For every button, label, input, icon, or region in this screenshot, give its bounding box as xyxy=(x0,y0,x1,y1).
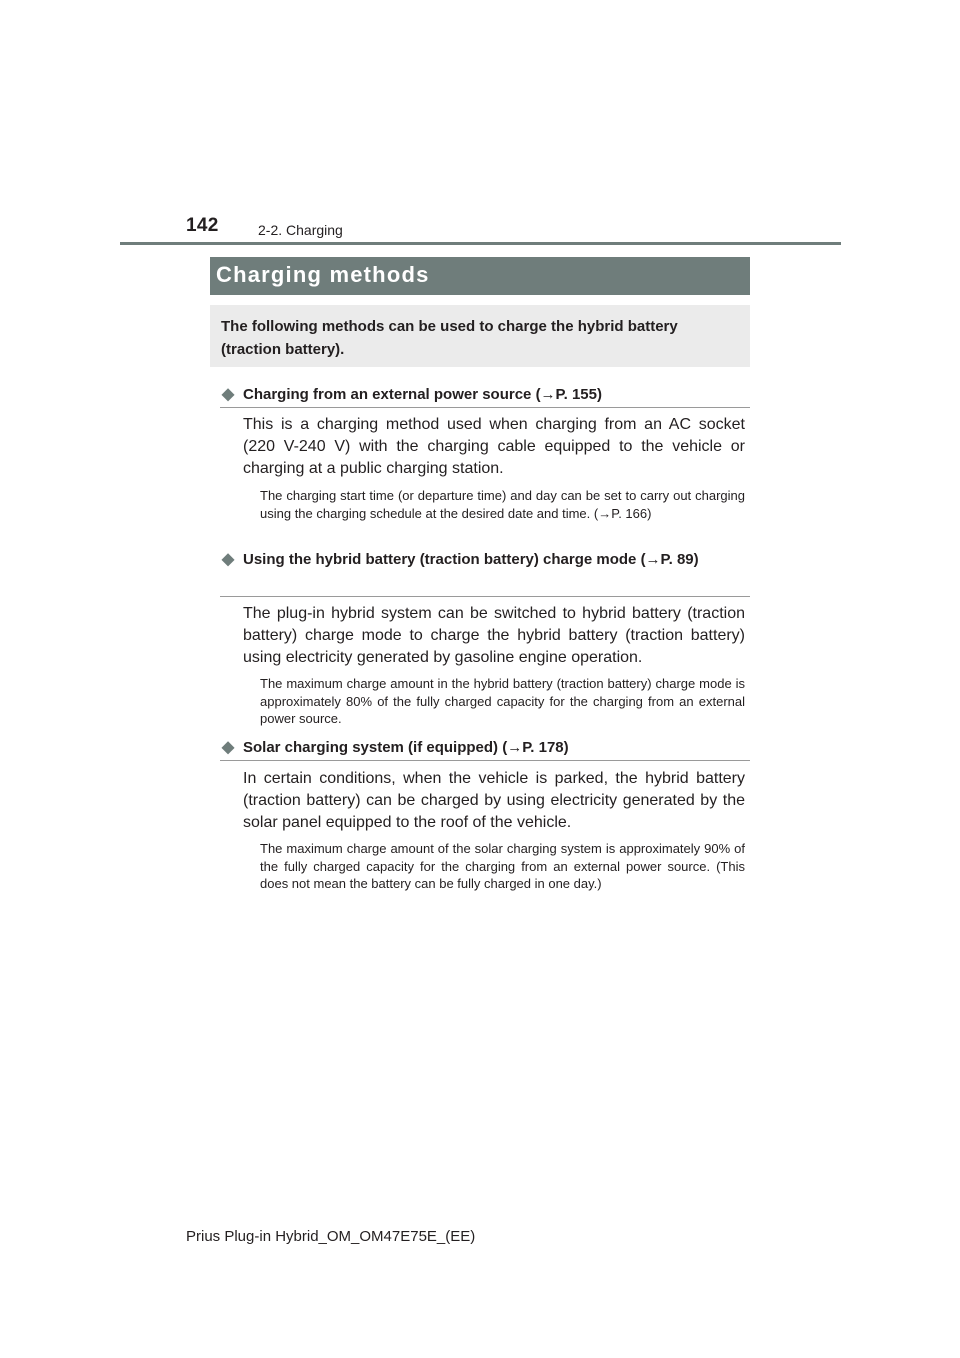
section-body-text: This is a charging method used when charging from an AC socket (220 V-240 V) with the charging cable equipped to the vehicle or charging at a public charging station. xyxy=(243,416,745,477)
section-heading-external-power xyxy=(220,383,750,408)
section-label: 2-2. Charging xyxy=(258,222,343,238)
intro-text: The following methods can be used to charge the hybrid battery (traction battery). xyxy=(221,318,678,358)
section-heading-text: Solar charging system (if equipped) (→P. 178) xyxy=(243,739,569,756)
page-number: 142 xyxy=(186,215,219,236)
section-note-text: The maximum charge amount of the solar charging system is approximately 90% of the fully charged capacity for the charging from an external power source. (This does not mean the battery can be fully charged in one day.) xyxy=(260,841,745,891)
section-heading-text: Charging from an external power source (→P. 155) xyxy=(243,386,602,403)
section-body-text: The plug-in hybrid system can be switched to hybrid battery (traction battery) charge mode to charge the hybrid battery (traction battery) using electricity generated by gasoline engine operation. xyxy=(243,605,745,666)
footer-document-id: Prius Plug-in Hybrid_OM_OM47E75E_(EE) xyxy=(186,1228,476,1245)
diamond-bullet-icon: ◆ xyxy=(221,739,235,756)
section-heading-charge-mode xyxy=(220,548,750,597)
page-title-bar xyxy=(210,257,750,295)
section-heading-text: Using the hybrid battery (traction battery) charge mode (→P. 89) xyxy=(243,551,699,568)
diamond-bullet-icon: ◆ xyxy=(221,551,235,568)
section-body-text: In certain conditions, when the vehicle is parked, the hybrid battery (traction battery) can be charged by using electricity generated by the solar panel equipped to the roof of the vehicle. xyxy=(243,770,745,831)
intro-box xyxy=(210,305,750,367)
header-divider xyxy=(120,242,841,245)
section-heading-solar-charging xyxy=(220,736,750,761)
section-note-text: The maximum charge amount in the hybrid battery (traction battery) charge mode is approximately 80% of the fully charged capacity for the charging from an external power source. xyxy=(260,676,745,726)
diamond-bullet-icon: ◆ xyxy=(221,386,235,403)
page-title: Charging methods xyxy=(216,262,430,287)
section-note-text: The charging start time (or departure time) and day can be set to carry out charging using the charging schedule at the desired date and time. (→P. 166) xyxy=(260,488,745,521)
